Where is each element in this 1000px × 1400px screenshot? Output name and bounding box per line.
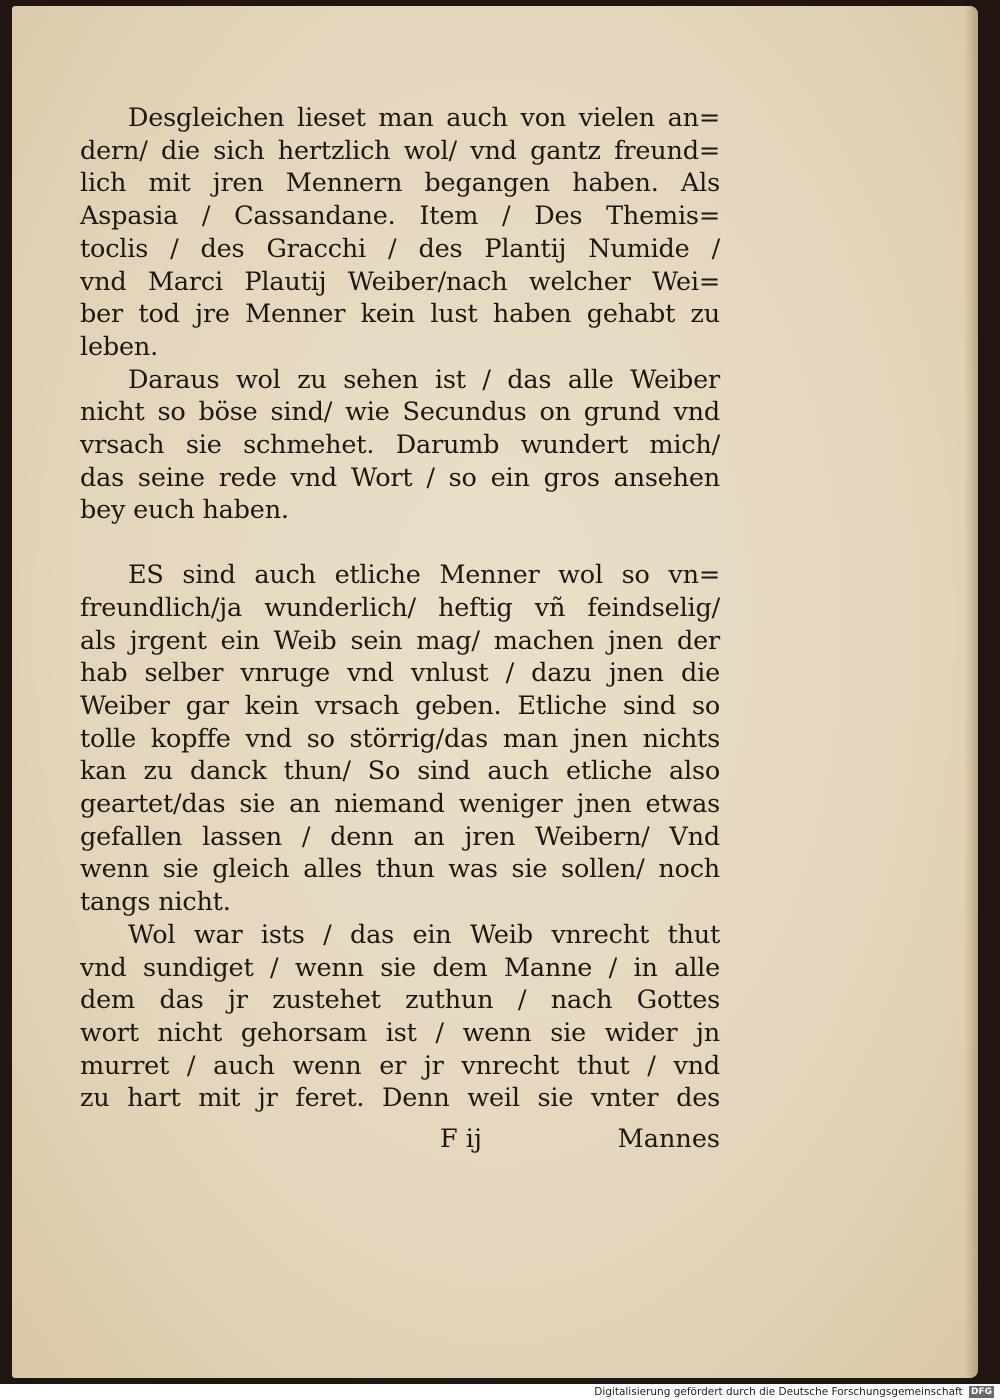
- text-line: das seine rede vnd Wort / so ein gros ansehen: [80, 462, 720, 493]
- text-line: Desgleichen lieset man auch von vielen an=: [128, 103, 720, 133]
- paragraph-spacer: [80, 527, 720, 559]
- catchword: Mannes: [617, 1124, 720, 1154]
- text-line: zu hart mit jr feret. Denn weil sie vnter des: [80, 1083, 720, 1114]
- text-line: bey euch haben.: [80, 495, 289, 526]
- signature-mark: F ij: [440, 1124, 482, 1154]
- text-line: vrsach sie schmehet. Darumb wundert mich/: [80, 430, 720, 461]
- book-page: [12, 6, 978, 1378]
- dfg-logo: DFG: [970, 1387, 992, 1397]
- digitization-credit: [594, 1384, 994, 1400]
- text-line: leben.: [80, 331, 158, 362]
- paragraph-2: [80, 364, 720, 528]
- text-line: Wol war ists / das ein Weib vnrecht thut: [128, 919, 720, 950]
- text-line: murret / auch wenn er jr vnrecht thut / vnd: [80, 1050, 720, 1081]
- page-text: [80, 102, 720, 1115]
- text-line: Aspasia / Cassandane. Item / Des Themis=: [80, 201, 720, 232]
- text-line: geartet/das sie an niemand weniger jnen etwas: [80, 789, 720, 820]
- paragraph-3: [80, 559, 720, 919]
- text-line: tolle kopffe vnd so störrig/das man jnen nichts: [80, 723, 720, 754]
- paragraph-1: [80, 102, 720, 364]
- text-line: wenn sie gleich alles thun was sie sollen/ noch: [80, 854, 720, 885]
- text-line: tangs nicht.: [80, 887, 231, 918]
- text-line: dem das jr zustehet zuthun / nach Gottes: [80, 985, 720, 1016]
- page-edge-shadow: [964, 6, 978, 1378]
- paragraph-4: [80, 919, 720, 1115]
- text-line: ber tod jre Menner kein lust haben gehabt zu: [80, 299, 720, 330]
- text-line: dern/ die sich hertzlich wol/ vnd gantz freund=: [80, 135, 720, 166]
- text-line: vnd Marci Plautij Weiber/nach welcher Wei=: [80, 266, 720, 297]
- text-line: hab selber vnruge vnd vnlust / dazu jnen die: [80, 658, 720, 689]
- text-line: lich mit jren Mennern begangen haben. Als: [80, 168, 720, 199]
- text-line: vnd sundiget / wenn sie dem Manne / in alle: [80, 952, 720, 983]
- text-line: freundlich/ja wunderlich/ heftig vñ feindselig/: [80, 592, 720, 623]
- text-line: als jrgent ein Weib sein mag/ machen jnen der: [80, 625, 720, 656]
- text-line: ES sind auch etliche Menner wol so vn=: [128, 560, 720, 591]
- text-line: wort nicht gehorsam ist / wenn sie wider jn: [80, 1017, 720, 1048]
- text-line: Weiber gar kein vrsach geben. Etliche sind so: [80, 690, 720, 721]
- credit-text: Digitalisierung gefördert durch die Deutsche Forschungsgemeinschaft: [594, 1386, 963, 1398]
- text-line: gefallen lassen / denn an jren Weibern/ Vnd: [80, 821, 720, 852]
- text-line: nicht so böse sind/ wie Secundus on grund vnd: [80, 397, 720, 428]
- text-line: kan zu danck thun/ So sind auch etliche also: [80, 756, 720, 787]
- text-line: Daraus wol zu sehen ist / das alle Weiber: [128, 364, 720, 395]
- text-line: toclis / des Gracchi / des Plantij Numide /: [80, 233, 720, 264]
